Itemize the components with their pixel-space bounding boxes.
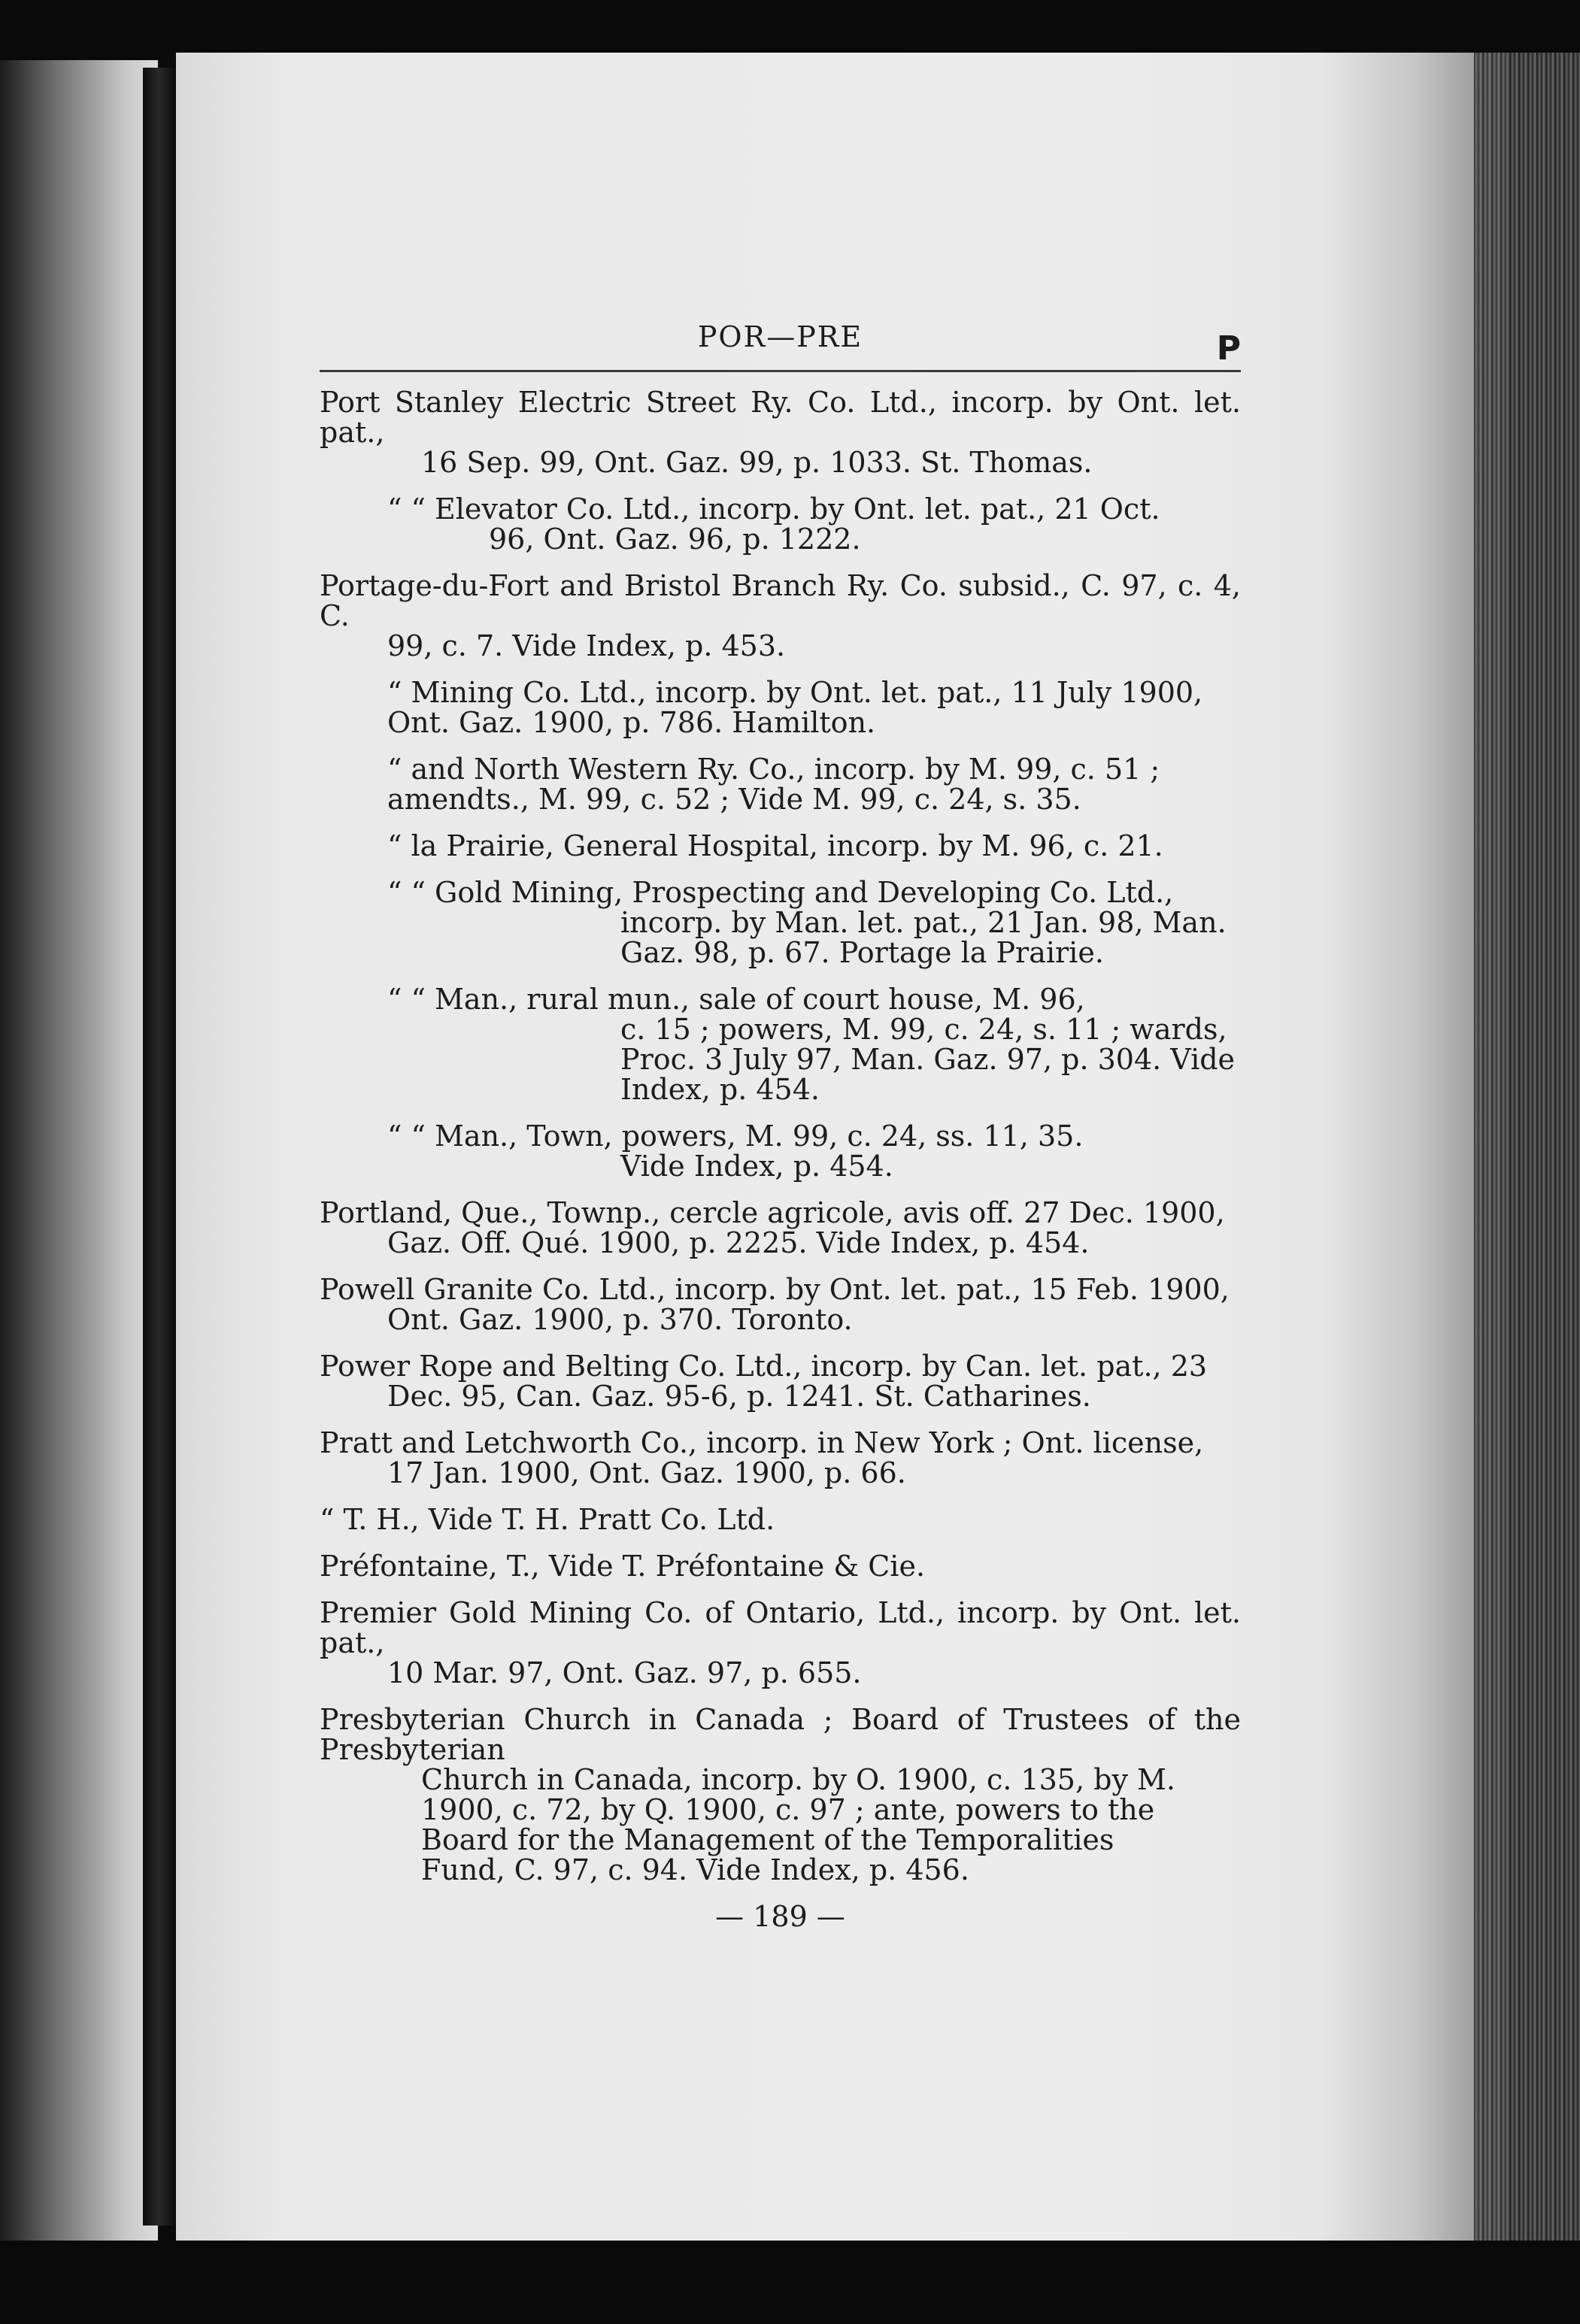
entry-line: Vide Index, p. 454.	[620, 1150, 893, 1183]
entry-line: amendts., M. 99, c. 52 ; Vide M. 99, c. 24, s. 35.	[387, 783, 1081, 816]
index-entry-portage-du-fort	[320, 571, 1241, 661]
facing-page-edge	[0, 60, 158, 2241]
page-header	[320, 316, 1241, 368]
header-rule	[320, 370, 1241, 372]
entry-line: “ and North Western Ry. Co., incorp. by M. 99, c. 51 ;	[387, 753, 1160, 786]
index-entry-port-stanley-electric	[320, 387, 1241, 477]
entry-line: Portage-du-Fort and Bristol Branch Ry. Co. subsid., C. 97, c. 4, C.	[320, 569, 1241, 632]
entry-line: “ la Prairie, General Hospital, incorp. by M. 96, c. 21.	[387, 829, 1163, 862]
index-entry-elevator-co	[320, 494, 1241, 554]
entry-line: Pratt and Letchworth Co., incorp. in New York ; Ont. license,	[320, 1426, 1204, 1459]
entry-line: “ “ Man., Town, powers, M. 99, c. 24, ss. 11, 35.	[387, 1120, 1084, 1153]
index-entry-portland	[320, 1198, 1241, 1258]
index-entry-powell-granite	[320, 1274, 1241, 1335]
index-entry-t-h-pratt	[320, 1504, 1241, 1535]
entry-line: “ T. H., Vide T. H. Pratt Co. Ltd.	[320, 1503, 775, 1536]
running-head: POR—PRE	[697, 320, 863, 353]
entry-line: Proc. 3 July 97, Man. Gaz. 97, p. 304. Vide	[620, 1043, 1236, 1076]
index-entry-town-powers	[320, 1121, 1241, 1181]
index-entry-premier-gold	[320, 1598, 1241, 1688]
entry-line: Powell Granite Co. Ltd., incorp. by Ont. let. pat., 15 Feb. 1900,	[320, 1273, 1230, 1306]
page-number: — 189 —	[715, 1900, 845, 1933]
index-entry-rural-mun	[320, 984, 1241, 1104]
index-entry-la-prairie-hospital	[320, 831, 1241, 861]
entry-line: 96, Ont. Gaz. 96, p. 1222.	[489, 523, 861, 556]
entry-line: Ont. Gaz. 1900, p. 370. Toronto.	[387, 1303, 853, 1336]
entry-line: 1900, c. 72, by Q. 1900, c. 97 ; ante, powers to the	[421, 1793, 1155, 1826]
entry-line: 16 Sep. 99, Ont. Gaz. 99, p. 1033. St. Thomas.	[421, 446, 1093, 479]
book-gutter	[143, 68, 176, 2226]
page-text	[320, 316, 1241, 1932]
entry-line: Préfontaine, T., Vide T. Préfontaine & Cie.	[320, 1550, 926, 1583]
entry-line: “ “ Gold Mining, Prospecting and Developing Co. Ltd.,	[387, 876, 1174, 909]
index-entry-power-rope	[320, 1351, 1241, 1411]
index-entry-pratt-letchworth	[320, 1428, 1241, 1488]
index-entry-prefontaine	[320, 1551, 1241, 1581]
entry-line: Gaz. 98, p. 67. Portage la Prairie.	[620, 936, 1104, 969]
entry-line: “ “ Elevator Co. Ltd., incorp. by Ont. let. pat., 21 Oct.	[387, 492, 1160, 526]
entry-line: Premier Gold Mining Co. of Ontario, Ltd., incorp. by Ont. let. pat.,	[320, 1596, 1241, 1659]
entry-line: Presbyterian Church in Canada ; Board of Trustees of the Presbyterian	[320, 1703, 1241, 1766]
entry-line: 10 Mar. 97, Ont. Gaz. 97, p. 655.	[387, 1656, 862, 1689]
entry-line: Power Rope and Belting Co. Ltd., incorp. by Can. let. pat., 23	[320, 1350, 1208, 1383]
entry-line: Fund, C. 97, c. 94. Vide Index, p. 456.	[421, 1853, 969, 1886]
section-letter: P	[1216, 329, 1241, 368]
entry-line: incorp. by Man. let. pat., 21 Jan. 98, Man.	[620, 906, 1227, 939]
entry-line: Dec. 95, Can. Gaz. 95-6, p. 1241. St. Catharines.	[387, 1380, 1091, 1413]
index-entry-north-western-ry	[320, 754, 1241, 814]
entry-line: “ “ Man., rural mun., sale of court house, M. 96,	[387, 983, 1085, 1016]
index-entry-gold-mining	[320, 877, 1241, 968]
entry-line: c. 15 ; powers, M. 99, c. 24, s. 11 ; wards,	[620, 1013, 1227, 1046]
index-entry-mining-co	[320, 677, 1241, 738]
entry-line: “ Mining Co. Ltd., incorp. by Ont. let. pat., 11 July 1900,	[387, 676, 1203, 709]
entry-line: Ont. Gaz. 1900, p. 786. Hamilton.	[387, 706, 876, 739]
entry-line: Board for the Management of the Temporalities	[421, 1823, 1114, 1856]
page-stack-edge	[1474, 53, 1580, 2241]
entry-line: Gaz. Off. Qué. 1900, p. 2225. Vide Index, p. 454.	[387, 1226, 1090, 1259]
entry-line: Church in Canada, incorp. by O. 1900, c. 135, by M.	[421, 1763, 1175, 1796]
index-entry-presbyterian-church	[320, 1704, 1241, 1885]
entry-line: Portland, Que., Townp., cercle agricole, avis off. 27 Dec. 1900,	[320, 1196, 1225, 1229]
entry-line: Index, p. 454.	[620, 1073, 820, 1106]
entry-line: 99, c. 7. Vide Index, p. 453.	[387, 629, 786, 662]
entry-line: Port Stanley Electric Street Ry. Co. Ltd., incorp. by Ont. let. pat.,	[320, 386, 1241, 449]
entry-line: 17 Jan. 1900, Ont. Gaz. 1900, p. 66.	[387, 1456, 906, 1489]
